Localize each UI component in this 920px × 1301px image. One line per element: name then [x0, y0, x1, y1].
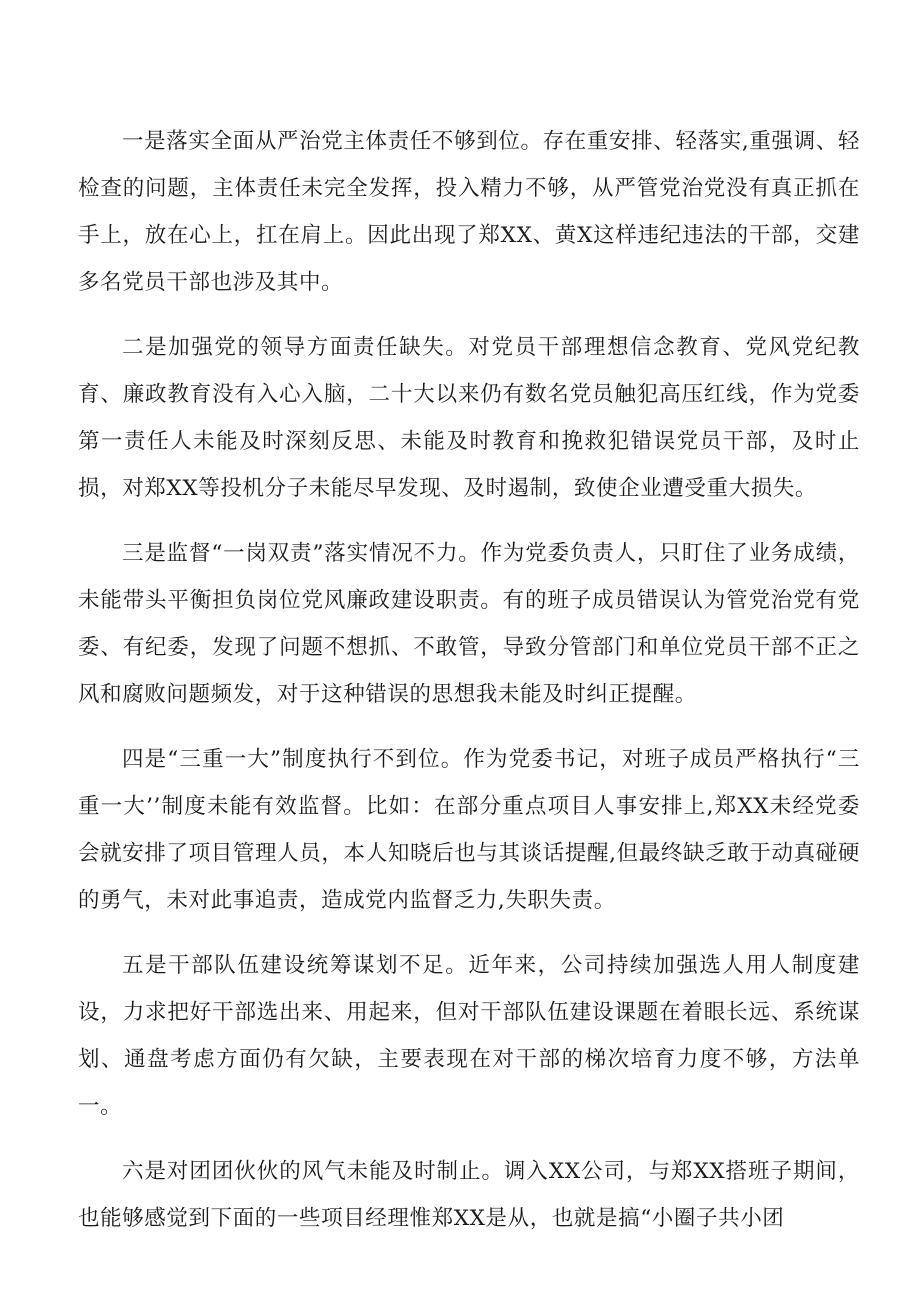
document-body [78, 118, 860, 1242]
paragraph-3: 三是监督“一岗双责”落实情况不力。作为党委负责人，只盯住了业务成绩，未能带头平衡担负岗位党风廉政建设职责。有的班子成员错误认为管党治党有党委、有纪委，发现了问题不想抓、不敢管，导致分管部门和单位党员干部不正之风和腐败问题频发，对于这种错误的思想我未能及时纠正提醒。 [78, 541, 860, 707]
paragraph-2: 二是加强党的领导方面责任缺失。对党员干部理想信念教育、党风党纪教育、廉政教育没有入心入脑，二十大以来仍有数名党员触犯高压红线，作为党委第一责任人未能及时深刻反思、未能及时教育和挽救犯错误党员干部，及时止损，对郑XX等投机分子未能尽早发现、及时遏制，致使企业遭受重大损失。 [78, 335, 860, 501]
paragraph-6: 六是对团团伙伙的风气未能及时制止。调入XX公司，与郑XX搭班子期间，也能够感觉到下面的一些项目经理惟郑XX是从，也就是搞“小圈子共小团 [78, 1159, 860, 1231]
paragraph-1: 一是落实全面从严治党主体责任不够到位。存在重安排、轻落实,重强调、轻检查的问题，主体责任未完全发挥，投入精力不够，从严管党治党没有真正抓在手上，放在心上，扛在肩上。因此出现了郑XX、黄X这样违纪违法的干部，交建多名党员干部也涉及其中。 [78, 129, 860, 295]
paragraph-5: 五是干部队伍建设统筹谋划不足。近年来，公司持续加强选人用人制度建设，力求把好干部选出来、用起来，但对干部队伍建设课题在着眼长远、系统谋划、通盘考虑方面仍有欠缺，主要表现在对干部的梯次培育力度不够，方法单一。 [78, 953, 860, 1119]
paragraph-4: 四是“三重一大”制度执行不到位。作为党委书记，对班子成员严格执行“三重一大’’制度未能有效监督。比如：在部分重点项目人事安排上,郑XX未经党委会就安排了项目管理人员，本人知晓后也与其谈话提醒,但最终缺乏敢于动真碰硬的勇气，未对此事追责，造成党内监督乏力,失职失责。 [78, 747, 860, 913]
